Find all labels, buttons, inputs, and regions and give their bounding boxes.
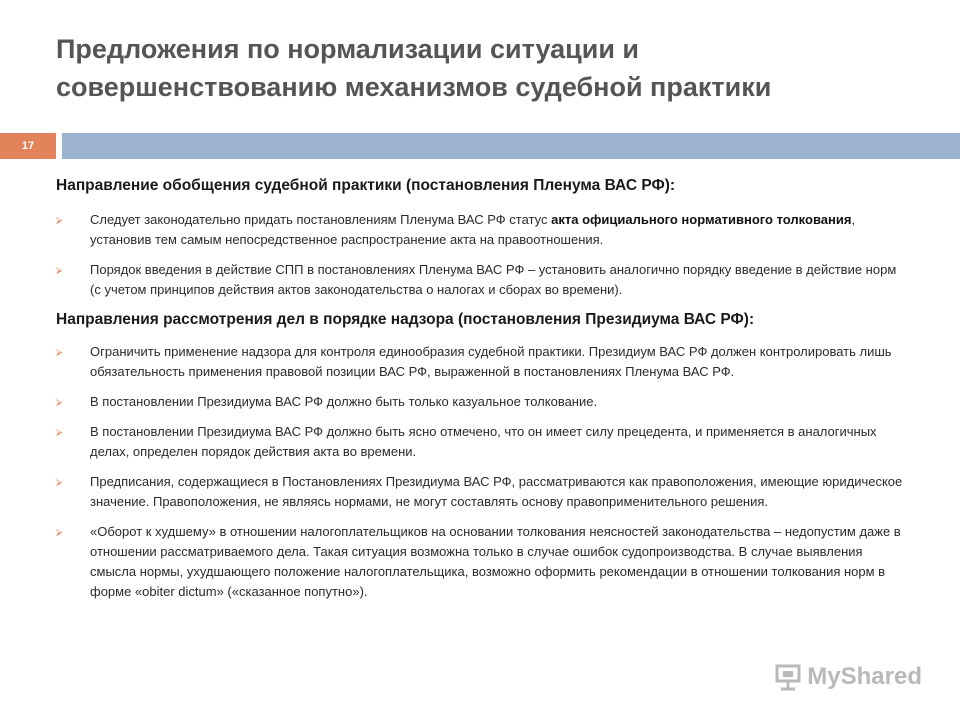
list-item <box>56 392 906 412</box>
list-item-text: В постановлении Президиума ВАС РФ должно быть только казуальное толкование. <box>90 394 598 409</box>
list-item <box>56 342 906 382</box>
title-line-2: совершенствованию механизмов судебной практики <box>56 72 772 102</box>
list-item <box>56 472 906 512</box>
list-item <box>56 210 906 250</box>
accent-bar <box>0 133 960 159</box>
list-item-text: , установив тем самым непосредственное распространение акта на правоотношения. <box>90 212 856 247</box>
section-2-list <box>56 342 906 602</box>
list-item <box>56 260 906 300</box>
section-2-heading: Направления рассмотрения дел в порядке надзора (постановления Президиума ВАС РФ): <box>56 311 755 328</box>
accent-band <box>62 133 960 159</box>
list-item <box>56 422 906 462</box>
arrow-bullet-icon: ⮚ <box>56 397 63 407</box>
section-1-heading: Направление обобщения судебной практики (постановления Пленума ВАС РФ): <box>56 177 676 194</box>
arrow-bullet-icon: ⮚ <box>56 477 63 487</box>
slide-content <box>56 176 906 612</box>
arrow-bullet-icon: ⮚ <box>56 265 63 275</box>
arrow-bullet-icon: ⮚ <box>56 347 63 357</box>
watermark-text: MyShared <box>807 663 922 690</box>
slide-number: 17 <box>0 133 56 159</box>
arrow-bullet-icon: ⮚ <box>56 215 63 225</box>
slide-title <box>56 30 916 106</box>
presentation-board-icon <box>773 662 803 692</box>
section-1-list <box>56 210 906 300</box>
arrow-bullet-icon: ⮚ <box>56 427 63 437</box>
list-item-text: Порядок введения в действие СПП в постановлениях Пленума ВАС РФ – установить аналогично порядку введение в действие норм (с учетом принципов действия актов законодательства о налогах и сборах во времени). <box>90 262 897 297</box>
list-item-text: Следует законодательно придать постановлениям Пленума ВАС РФ статус <box>90 212 552 227</box>
list-item <box>56 522 906 602</box>
title-line-1: Предложения по нормализации ситуации и <box>56 34 640 64</box>
list-item-text: «Оборот к худшему» в отношении налогоплательщиков на основании толкования неясностей законодательства – недопустим даже в отношении рассматриваемого дела. Такая ситуация возможна только в случае ошибок судопроизводства. В случае выявления смысла нормы, ухудшающего положение налогоплательщика, возможно оформить рекомендации в отношении толкования норм в форме «obiter dictum» («сказанное попутно»). <box>90 524 901 599</box>
list-item-text: В постановлении Президиума ВАС РФ должно быть ясно отмечено, что он имеет силу прецедента, и применяется в аналогичных делах, определен порядок действия акта во времени. <box>90 424 877 459</box>
watermark <box>773 662 922 692</box>
list-item-bold: акта официального нормативного толкования <box>551 212 852 227</box>
arrow-bullet-icon: ⮚ <box>56 527 63 537</box>
list-item-text: Ограничить применение надзора для контроля единообразия судебной практики. Президиум ВАС РФ должен контролировать лишь обязательность применения правовой позиции ВАС РФ, выраженной в постановлениях Пленума ВАС РФ. <box>90 344 892 379</box>
list-item-text: Предписания, содержащиеся в Постановлениях Президиума ВАС РФ, рассматриваются как правоположения, имеющие юридическое значение. Правоположения, не являясь нормами, не могут составлять основу правоприменительного решения. <box>90 474 903 509</box>
